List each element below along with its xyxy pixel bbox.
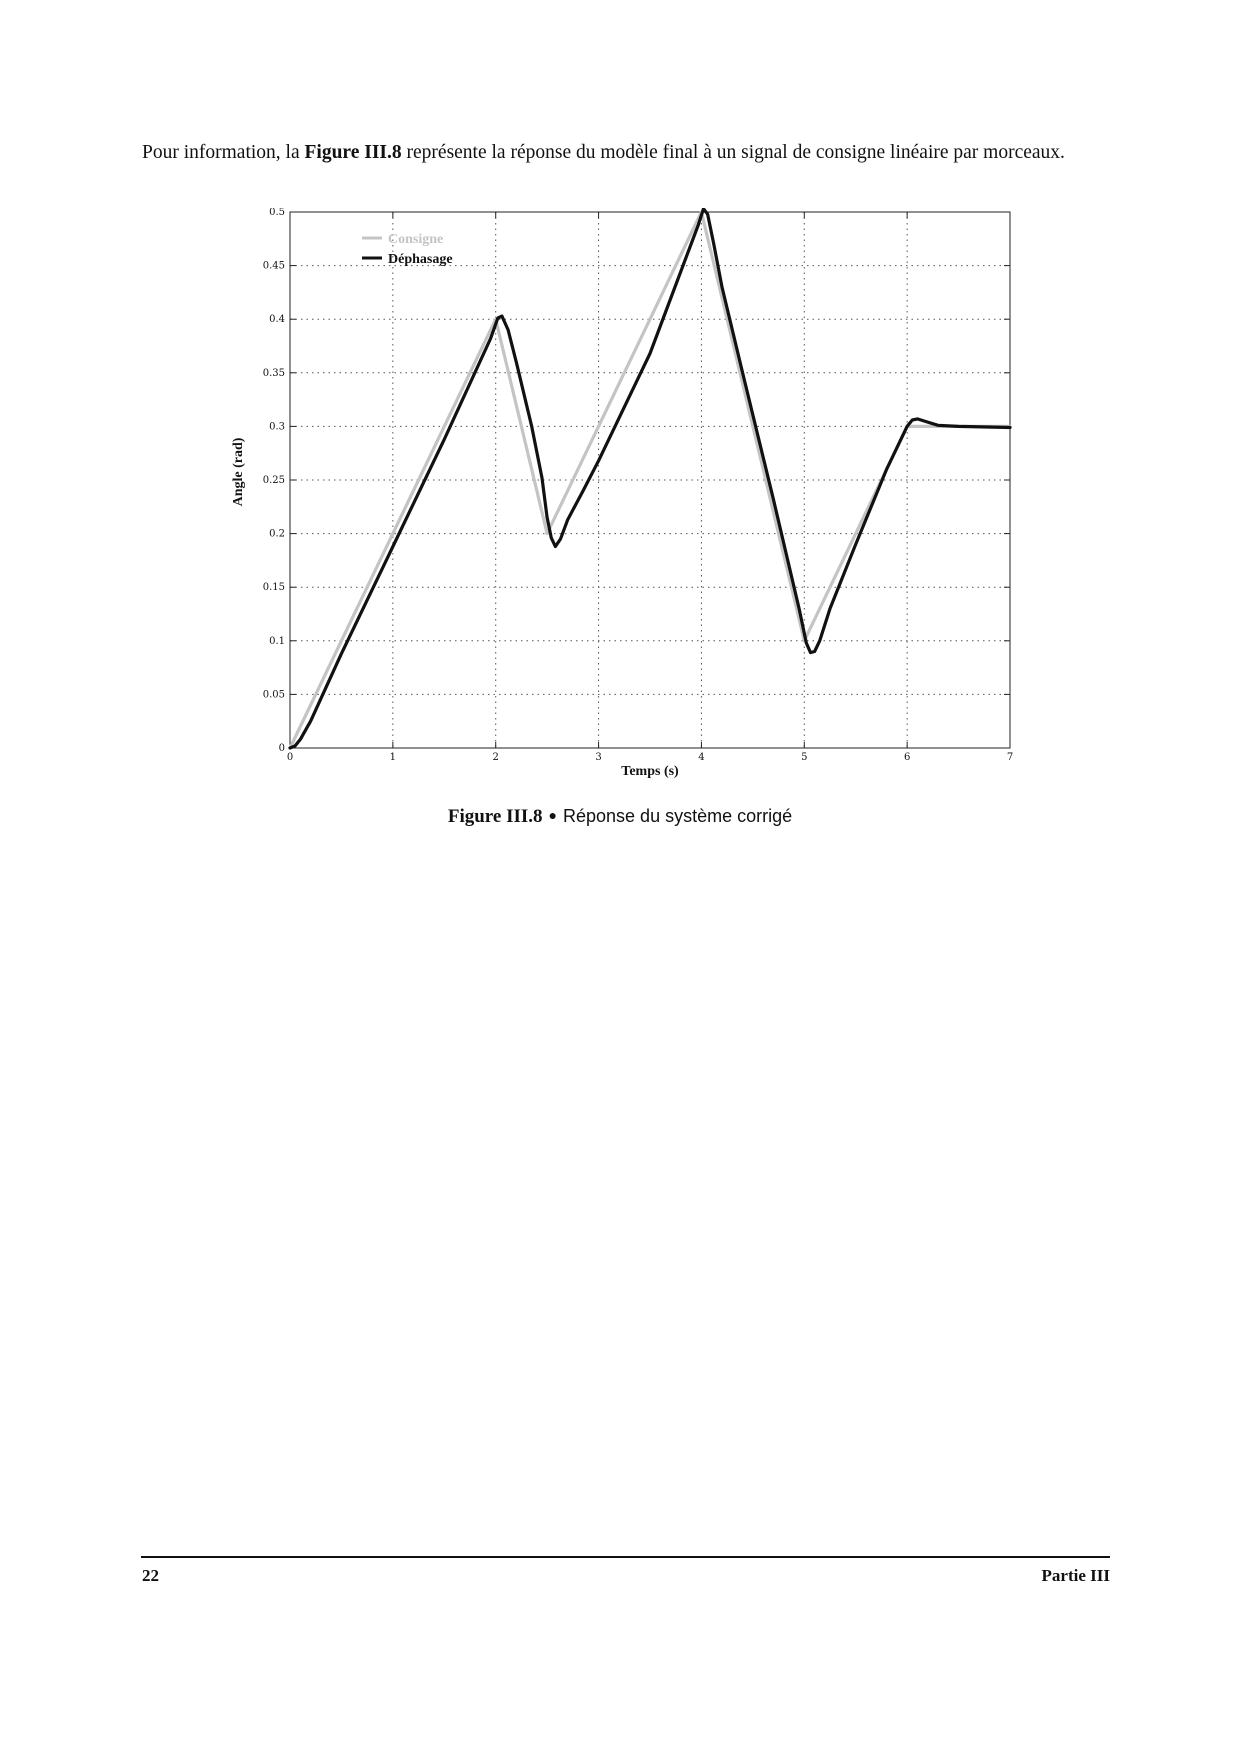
intro-paragraph bbox=[142, 138, 1110, 168]
part-label: Partie III bbox=[1041, 1566, 1110, 1585]
grid-lines bbox=[290, 212, 1010, 748]
x-tick-label: 1 bbox=[389, 752, 397, 763]
y-tick-label: 0.4 bbox=[269, 314, 285, 326]
x-tick-label: 5 bbox=[801, 752, 808, 763]
legend-label: Consigne bbox=[388, 232, 444, 247]
page-number: 22 bbox=[142, 1566, 159, 1585]
x-tick-label: 0 bbox=[286, 752, 294, 763]
footer-divider bbox=[141, 1556, 1110, 1558]
x-tick-label: 2 bbox=[492, 752, 499, 763]
y-tick-label: 0 bbox=[278, 743, 285, 754]
legend-label: Déphasage bbox=[388, 252, 453, 267]
caption-bullet: ● bbox=[548, 807, 557, 823]
y-tick-label: 0.1 bbox=[269, 635, 285, 647]
caption-text: Réponse du système corrigé bbox=[563, 806, 793, 826]
x-axis-label: Temps (s) bbox=[621, 764, 679, 779]
y-tick-label: 0.5 bbox=[269, 208, 285, 218]
figure-caption bbox=[0, 806, 1240, 828]
chart-legend bbox=[362, 232, 453, 267]
axis-ticks bbox=[263, 208, 1013, 763]
y-axis-label: Angle (rad) bbox=[231, 437, 246, 507]
y-tick-label: 0.2 bbox=[269, 528, 285, 540]
x-tick-label: 4 bbox=[698, 752, 705, 763]
figure-reference[interactable]: Figure III.8 bbox=[304, 142, 402, 163]
y-tick-label: 0.15 bbox=[262, 582, 285, 594]
x-tick-label: 6 bbox=[903, 752, 911, 763]
x-tick-label: 7 bbox=[1006, 752, 1014, 763]
series-line-dephasage bbox=[290, 209, 1010, 748]
response-chart bbox=[220, 208, 1020, 788]
intro-text-before: Pour information, la bbox=[142, 142, 305, 163]
intro-text-after: représente la réponse du modèle final à un signal de consigne linéaire par morceaux. bbox=[401, 142, 1065, 163]
y-tick-label: 0.05 bbox=[262, 689, 285, 701]
series-lines bbox=[290, 209, 1010, 748]
y-tick-label: 0.3 bbox=[269, 421, 285, 433]
y-tick-label: 0.35 bbox=[262, 367, 285, 379]
y-tick-label: 0.25 bbox=[262, 475, 285, 486]
y-tick-label: 0.45 bbox=[262, 260, 285, 272]
caption-label: Figure III.8 bbox=[447, 806, 543, 827]
x-tick-label: 3 bbox=[595, 752, 602, 763]
